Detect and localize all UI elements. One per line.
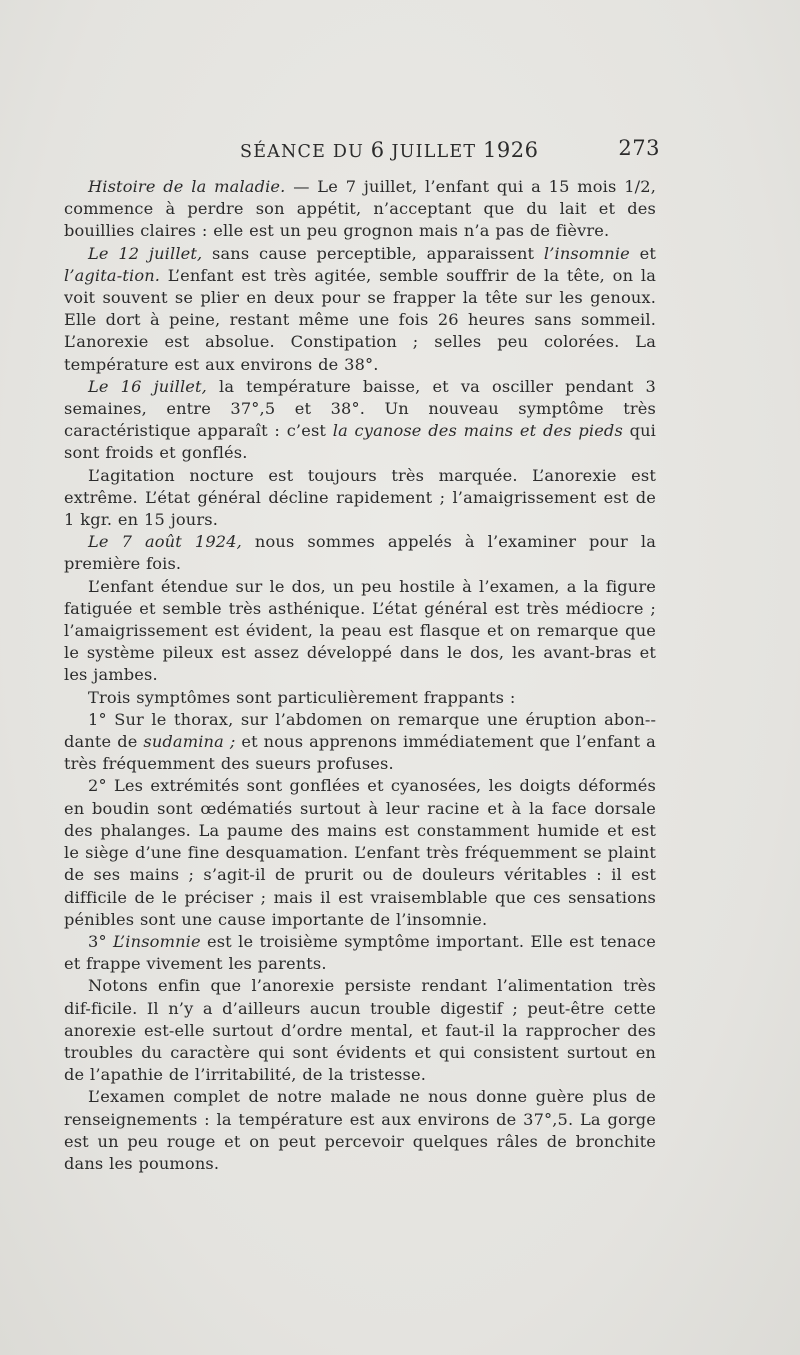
running-header bbox=[64, 136, 660, 166]
paragraph bbox=[64, 465, 656, 532]
text-run: Notons enfin que l’anorexie persiste rendant l’alimentation très dif-ficile. Il n’y a d’ailleurs aucun trouble digestif ; peut-être cette anorexie est-elle surtout d’ordre mental, et faut-il la rapprocher des troubles du caractère qui sont évidents et qui consistent surtout en de l’apathie de l’irritabilité, de la tristesse. bbox=[64, 976, 656, 1085]
text-run: est le troisième symptôme important. Elle est tenace et frappe vivement les parents. bbox=[64, 931, 656, 974]
title-year: 1926 bbox=[482, 138, 539, 162]
running-title bbox=[240, 138, 538, 162]
paragraph bbox=[64, 376, 656, 465]
text-run: Trois symptômes sont particulièrement frappants : bbox=[88, 687, 516, 707]
text-run: et nous apprenons immédiatement que l’enfant a très fréquemment des sueurs profuses. bbox=[64, 732, 656, 774]
italic-text: Le 12 juillet, bbox=[88, 243, 203, 263]
italic-text: la cyanose des mains et des pieds bbox=[332, 421, 623, 441]
text-run: L’enfant est très agitée, semble souffrir de la tête, on la voit souvent se plier en deux pour se frapper la tête sur les genoux. Elle dort à peine, restant même une fois 26 heures sans sommeil. L’anorexie est absolue. Constipation ; selles peu colorées. La température est aux environs de 38°. bbox=[64, 265, 656, 374]
paragraph bbox=[64, 243, 656, 376]
italic-text: L’insomnie bbox=[113, 931, 201, 951]
text-run: — Le 7 juillet, l’enfant qui a 15 mois 1/2, commence à perdre son appétit, n’acceptant que du lait et des bouillies claires : elle est un peu grognon mais n’a pas de fièvre. bbox=[64, 177, 656, 241]
italic-text: Histoire de la maladie. bbox=[88, 177, 286, 196]
paragraph bbox=[64, 576, 656, 687]
text-run: L’agitation nocture est toujours très marquée. L’anorexie est extrême. L’état général décline rapidement ; l’amaigrissement est de 1 kgr. en 15 jours. bbox=[64, 465, 656, 530]
text-run: la température baisse, et va osciller pendant 3 semaines, entre 37°,5 et 38°. Un nouveau symptôme très caractéristique apparaît : c’est bbox=[64, 376, 656, 441]
paragraph bbox=[64, 975, 656, 1086]
text-run: 2° Les extrémités sont gonflées et cyanosées, les doigts déformés en boudin sont œdématiés surtout à leur racine et à la face dorsale des phalanges. La paume des mains est constamment humide et est le siège d’une fine desquamation. L’enfant très fréquemment se plaint de ses mains ; s’agit-il de prurit ou de douleurs véritables : il est difficile de le préciser ; mais il est vraisemblable que ces sensations pénibles sont une cause importante de l’insomnie. bbox=[64, 776, 656, 929]
text-run: et bbox=[629, 243, 656, 263]
text-run: L’enfant étendue sur le dos, un peu hostile à l’examen, a la figure fatiguée et semble très asthénique. L’état général est très médiocre ; l’amaigrissement est évident, la peau est flasque et on remarque que le système pileux est assez développé dans le dos, les avant-bras et les jambes. bbox=[64, 576, 656, 685]
italic-text: l’insomnie bbox=[543, 243, 630, 263]
title-month: JUILLET bbox=[391, 142, 477, 162]
body-text bbox=[64, 176, 656, 1175]
text-run: sans cause perceptible, apparaissent bbox=[202, 243, 544, 263]
text-run: qui sont froids et gonflés. bbox=[64, 421, 656, 463]
title-prefix: SÉANCE DU bbox=[240, 142, 365, 162]
text-run: nous sommes appelés à l’examiner pour la première fois. bbox=[64, 532, 657, 574]
paragraph bbox=[64, 687, 656, 709]
italic-text: Le 16 juillet, bbox=[88, 376, 207, 396]
paragraph bbox=[64, 775, 656, 930]
text-run: 3° bbox=[88, 931, 113, 951]
title-day: 6 bbox=[370, 138, 385, 162]
italic-text: Le 7 août 1924, bbox=[88, 532, 242, 552]
paragraph bbox=[64, 176, 656, 243]
paragraph bbox=[64, 531, 656, 575]
italic-text: sudamina ; bbox=[143, 732, 236, 752]
text-run: 1° Sur le thorax, sur l’abdomen on remarque une éruption abon-dante de bbox=[64, 709, 656, 752]
italic-text: l’agita-tion. bbox=[64, 265, 161, 285]
page-number: 273 bbox=[618, 136, 660, 160]
text-run: L’examen complet de notre malade ne nous donne guère plus de renseignements : la température est aux environs de 37°,5. La gorge est un peu rouge et on peut percevoir quelques râles de bronchite dans les poumons. bbox=[64, 1087, 656, 1173]
paragraph bbox=[64, 1086, 656, 1175]
paragraph bbox=[64, 931, 656, 975]
paragraph bbox=[64, 709, 656, 776]
